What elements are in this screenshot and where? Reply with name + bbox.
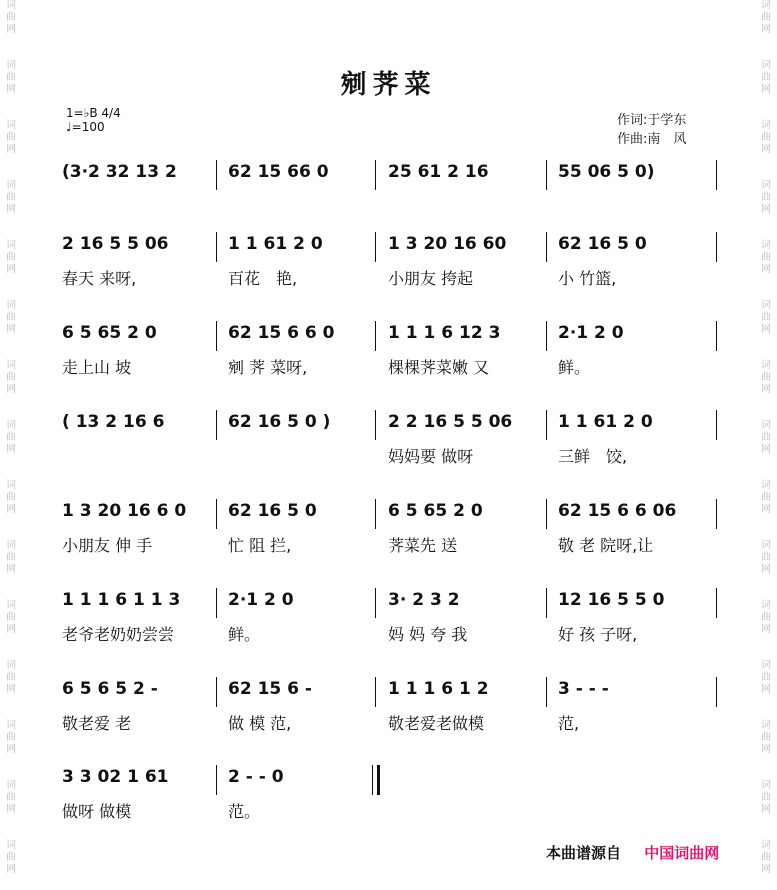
lyrics-line (58, 444, 728, 466)
song-title: 剜荠菜 (340, 70, 437, 100)
watermark-group (0, 180, 22, 240)
watermark-char: 词 (6, 120, 16, 131)
notation-line (58, 677, 728, 707)
watermark-char: 网 (6, 684, 16, 695)
watermark-char: 网 (6, 744, 16, 755)
watermark-char: 词 (761, 480, 771, 491)
watermark-char: 曲 (6, 552, 16, 563)
barline (375, 232, 376, 262)
notation-line (58, 588, 728, 618)
measure: 3 3 02 1 61 (62, 767, 169, 787)
watermark-char: 词 (6, 840, 16, 851)
barline (546, 160, 547, 190)
watermark-char: 词 (6, 300, 16, 311)
watermark-group (0, 540, 22, 600)
barline (375, 321, 376, 351)
barline (716, 677, 717, 707)
barline (216, 232, 217, 262)
watermark-char: 词 (761, 120, 771, 131)
barline (216, 765, 217, 795)
watermark-group (0, 480, 22, 540)
lyric-segment: 三鲜 饺, (558, 447, 628, 466)
watermark-group (755, 300, 777, 360)
measure: 3 - - - (558, 679, 609, 699)
watermark-char: 词 (6, 540, 16, 551)
lyric-segment: 棵棵荠菜嫩 又 (388, 358, 490, 377)
notation-line (58, 410, 728, 440)
lyric-segment: 春天 来呀, (62, 269, 137, 288)
measure: 1 3 20 16 60 (388, 234, 507, 254)
watermark-char: 词 (6, 720, 16, 731)
barline (216, 321, 217, 351)
watermark-group (755, 780, 777, 840)
watermark-char: 词 (6, 480, 16, 491)
watermark-char: 词 (761, 840, 771, 851)
key-signature (66, 106, 121, 134)
watermark-char: 曲 (761, 552, 771, 563)
watermark-char: 曲 (761, 612, 771, 623)
measure: 62 16 5 0 (228, 501, 317, 521)
footer-source: 本曲谱源自 (546, 844, 622, 862)
watermark-char: 曲 (761, 192, 771, 203)
watermark-group (755, 600, 777, 660)
measure: 2 16 5 5 06 (62, 234, 169, 254)
watermark-char: 曲 (6, 852, 16, 863)
watermark-char: 网 (6, 24, 16, 35)
watermark-char: 词 (761, 420, 771, 431)
tempo-marking: ♩=100 (66, 120, 105, 134)
watermark-group (0, 660, 22, 720)
barline (216, 588, 217, 618)
watermark-char: 网 (761, 204, 771, 215)
watermark-char: 曲 (6, 732, 16, 743)
measure: 1 1 61 2 0 (228, 234, 323, 254)
barline (716, 160, 717, 190)
watermark-char: 曲 (6, 432, 16, 443)
measure: 1 1 61 2 0 (558, 412, 653, 432)
lyric-segment: 妈 妈 夸 我 (388, 625, 468, 644)
measure: 1 1 1 6 1 1 3 (62, 590, 181, 610)
measure: ( 13 2 16 6 (62, 412, 165, 432)
watermark-group (755, 120, 777, 180)
measure: 1 3 20 16 6 0 (62, 501, 187, 521)
watermark-char: 曲 (6, 612, 16, 623)
watermark-group (755, 480, 777, 540)
score-row (58, 321, 728, 377)
measure: 55 06 5 0) (558, 162, 655, 182)
lyric-segment: 鲜。 (558, 358, 591, 377)
notation-line (58, 321, 728, 351)
measure: 3· 2 3 2 (388, 590, 460, 610)
barline (716, 410, 717, 440)
barline (375, 588, 376, 618)
score-row (58, 588, 728, 644)
watermark-char: 网 (761, 324, 771, 335)
barline (375, 677, 376, 707)
composer: 作曲:南 风 (617, 132, 687, 147)
barline (216, 677, 217, 707)
lyric-segment: 老爷老奶奶尝尝 (62, 625, 175, 644)
watermark-char: 网 (6, 564, 16, 575)
watermark-char: 曲 (761, 72, 771, 83)
watermark-group (0, 840, 22, 890)
watermark-char: 网 (6, 504, 16, 515)
watermark-char: 曲 (6, 12, 16, 23)
lyric-segment: 范, (558, 714, 580, 733)
lyrics-line (58, 711, 728, 733)
lyric-segment: 敬老爱老做模 (388, 714, 485, 733)
lyric-segment: 做 模 范, (228, 714, 292, 733)
watermark-char: 网 (761, 684, 771, 695)
watermark-char: 词 (761, 300, 771, 311)
watermark-group (755, 540, 777, 600)
watermark-char: 曲 (761, 312, 771, 323)
score-row (58, 410, 728, 466)
watermark-char: 网 (761, 564, 771, 575)
watermark-group (755, 360, 777, 420)
watermark-group (755, 0, 777, 60)
barline (716, 321, 717, 351)
watermark-char: 曲 (6, 672, 16, 683)
lyric-segment: 小朋友 伸 手 (62, 536, 153, 555)
watermark-char: 网 (6, 264, 16, 275)
barline (546, 499, 547, 529)
barline (375, 499, 376, 529)
barline (716, 588, 717, 618)
watermark-char: 网 (6, 384, 16, 395)
notation-line (58, 232, 728, 262)
measure: 6 5 6 5 2 - (62, 679, 158, 699)
watermark-char: 词 (6, 240, 16, 251)
watermark-char: 词 (6, 60, 16, 71)
watermark-char: 网 (6, 444, 16, 455)
measure: 25 61 2 16 (388, 162, 489, 182)
watermark-group (0, 600, 22, 660)
watermark-char: 网 (6, 144, 16, 155)
watermark-group (0, 780, 22, 840)
lyric-segment: 忙 阻 拦, (228, 536, 292, 555)
measure: 2·1 2 0 (558, 323, 624, 343)
watermark-char: 曲 (761, 432, 771, 443)
watermark-group (0, 240, 22, 300)
watermark-char: 曲 (761, 12, 771, 23)
watermark-group (755, 720, 777, 780)
score-row (58, 160, 728, 190)
watermark-group (0, 300, 22, 360)
watermark-char: 词 (6, 0, 16, 11)
barline (716, 499, 717, 529)
measure: 62 15 66 0 (228, 162, 329, 182)
watermark-char: 网 (761, 384, 771, 395)
watermark-char: 词 (761, 360, 771, 371)
watermark-char: 曲 (6, 72, 16, 83)
measure: 1 1 1 6 1 2 (388, 679, 489, 699)
notation-line (58, 160, 728, 190)
barline (546, 232, 547, 262)
watermark-group (755, 420, 777, 480)
lyricist: 作词:于学东 (617, 113, 687, 128)
watermark-char: 网 (761, 144, 771, 155)
final-barline-thin (372, 765, 373, 795)
watermark-char: 曲 (761, 852, 771, 863)
watermark-char: 词 (6, 780, 16, 791)
barline (375, 160, 376, 190)
lyric-segment: 敬 老 院呀,让 (558, 536, 654, 555)
watermark-char: 词 (761, 0, 771, 11)
footer (546, 842, 719, 863)
barline (546, 410, 547, 440)
watermark-group (755, 240, 777, 300)
score-row (58, 765, 728, 821)
watermark-char: 词 (761, 600, 771, 611)
watermark-group (0, 720, 22, 780)
lyric-segment: 好 孩 子呀, (558, 625, 638, 644)
score-row (58, 677, 728, 733)
key-time-signature: 1=♭B 4/4 (66, 106, 121, 120)
lyric-segment: 剜 荠 菜呀, (228, 358, 308, 377)
watermark-char: 网 (761, 864, 771, 875)
lyric-segment: 走上山 坡 (62, 358, 132, 377)
measure: (3·2 32 13 2 (62, 162, 177, 182)
watermark-char: 曲 (6, 132, 16, 143)
barline (216, 410, 217, 440)
watermark-char: 词 (761, 720, 771, 731)
lyrics-line (58, 533, 728, 555)
barline (716, 232, 717, 262)
watermark-char: 网 (6, 84, 16, 95)
barline (375, 410, 376, 440)
score-row (58, 499, 728, 555)
measure: 62 16 5 0 ) (228, 412, 331, 432)
watermark-char: 曲 (6, 792, 16, 803)
lyric-segment: 小朋友 挎起 (388, 269, 474, 288)
watermark-char: 网 (6, 864, 16, 875)
footer-site-link[interactable]: 中国词曲网 (644, 844, 720, 862)
watermark-char: 词 (761, 60, 771, 71)
measure: 2 2 16 5 5 06 (388, 412, 513, 432)
measure: 62 15 6 6 0 (228, 323, 335, 343)
watermark-char: 曲 (6, 252, 16, 263)
measure: 62 15 6 6 06 (558, 501, 677, 521)
measure: 6 5 65 2 0 (388, 501, 483, 521)
watermark-left (0, 0, 22, 890)
watermark-char: 曲 (761, 672, 771, 683)
watermark-char: 曲 (761, 372, 771, 383)
lyrics-line (58, 266, 728, 288)
lyric-segment: 范。 (228, 802, 261, 821)
measure: 2 - - 0 (228, 767, 284, 787)
lyrics-line (58, 799, 728, 821)
watermark-char: 词 (761, 660, 771, 671)
watermark-char: 网 (761, 444, 771, 455)
watermark-char: 曲 (6, 372, 16, 383)
watermark-char: 曲 (6, 192, 16, 203)
notation-line (58, 499, 728, 529)
lyric-segment: 妈妈要 做呀 (388, 447, 474, 466)
watermark-group (0, 360, 22, 420)
measure: 12 16 5 5 0 (558, 590, 665, 610)
lyric-segment: 荠菜先 送 (388, 536, 458, 555)
watermark-char: 曲 (6, 492, 16, 503)
lyric-segment: 百花 艳, (228, 269, 298, 288)
watermark-char: 词 (6, 600, 16, 611)
barline (216, 499, 217, 529)
watermark-char: 网 (6, 804, 16, 815)
barline (546, 321, 547, 351)
watermark-char: 词 (761, 240, 771, 251)
lyric-segment: 小 竹篮, (558, 269, 617, 288)
watermark-char: 网 (761, 624, 771, 635)
watermark-group (755, 840, 777, 890)
watermark-char: 词 (6, 180, 16, 191)
notation-line (58, 765, 728, 795)
final-barline (377, 765, 380, 795)
watermark-char: 网 (761, 504, 771, 515)
watermark-char: 网 (761, 804, 771, 815)
watermark-char: 网 (6, 624, 16, 635)
barline (546, 588, 547, 618)
lyric-segment: 鲜。 (228, 625, 261, 644)
watermark-right (755, 0, 777, 890)
watermark-char: 词 (761, 180, 771, 191)
watermark-char: 词 (761, 540, 771, 551)
measure: 2·1 2 0 (228, 590, 294, 610)
watermark-char: 词 (6, 360, 16, 371)
watermark-char: 曲 (761, 492, 771, 503)
watermark-char: 曲 (761, 252, 771, 263)
watermark-char: 词 (6, 420, 16, 431)
lyric-segment: 敬老爱 老 (62, 714, 132, 733)
lyrics-line (58, 622, 728, 644)
watermark-char: 网 (6, 204, 16, 215)
watermark-group (0, 0, 22, 60)
watermark-group (755, 180, 777, 240)
watermark-char: 网 (761, 24, 771, 35)
watermark-char: 曲 (761, 132, 771, 143)
measure: 62 15 6 - (228, 679, 312, 699)
watermark-group (0, 120, 22, 180)
watermark-group (755, 660, 777, 720)
watermark-char: 词 (761, 780, 771, 791)
barline (216, 160, 217, 190)
watermark-char: 网 (6, 324, 16, 335)
measure: 62 16 5 0 (558, 234, 647, 254)
watermark-char: 曲 (6, 312, 16, 323)
watermark-char: 网 (761, 84, 771, 95)
measure: 1 1 1 6 12 3 (388, 323, 501, 343)
watermark-char: 曲 (761, 732, 771, 743)
barline (546, 677, 547, 707)
lyrics-line (58, 355, 728, 377)
measure: 6 5 65 2 0 (62, 323, 157, 343)
score-row (58, 232, 728, 288)
watermark-char: 网 (761, 744, 771, 755)
watermark-char: 词 (6, 660, 16, 671)
watermark-char: 曲 (761, 792, 771, 803)
credits (617, 111, 686, 149)
watermark-char: 网 (761, 264, 771, 275)
lyric-segment: 做呀 做模 (62, 802, 132, 821)
watermark-group (0, 420, 22, 480)
